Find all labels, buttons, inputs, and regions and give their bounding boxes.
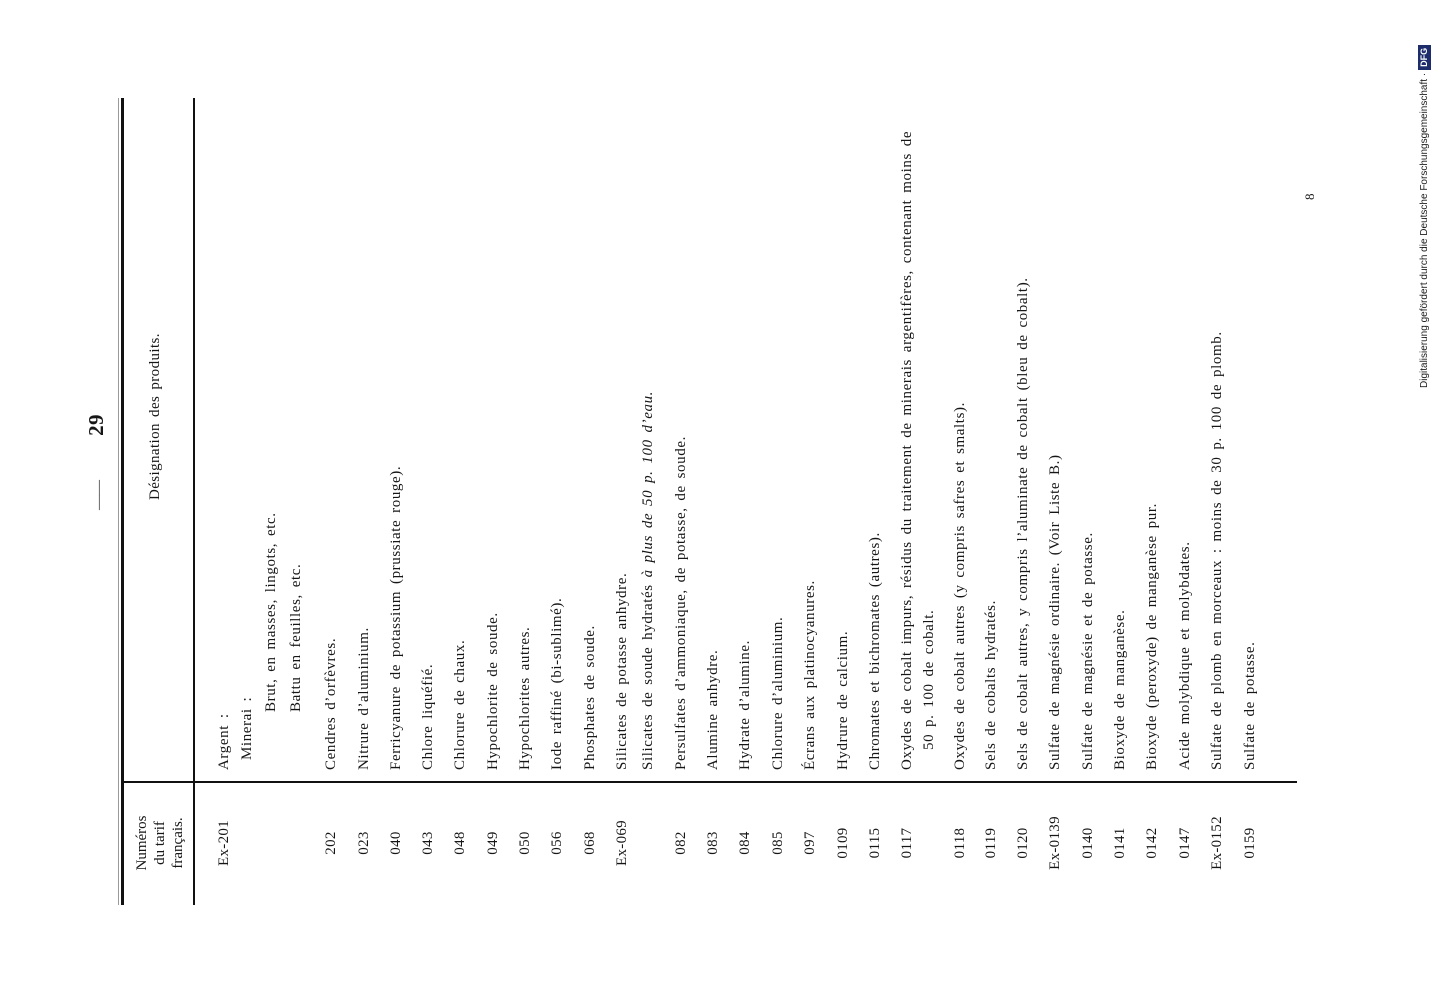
table-row (1207, 0, 1227, 1000)
table-row (950, 0, 970, 1000)
product-designation: Sulfate de plomb en morceaux : moins de 30 p. 100 de plomb. (1209, 331, 1225, 770)
dfg-logo: DFG (1418, 45, 1431, 70)
product-designation: Phosphates de soude. (582, 625, 598, 770)
tariff-number: 085 (770, 831, 786, 855)
product-designation: Iode raffiné (bi-sublimé). (549, 597, 565, 770)
table-row (483, 0, 503, 1000)
tariff-number: 0159 (1242, 827, 1258, 859)
tariff-number: Ex-0152 (1209, 816, 1225, 870)
tariff-number: 0118 (952, 827, 968, 859)
page-number-dash-left: — (91, 495, 107, 510)
table-row (671, 0, 691, 1000)
table-row (1240, 0, 1260, 1000)
table-row (386, 0, 406, 1000)
table-row (1045, 0, 1065, 1000)
watermark-text: Digitalisierung gefördert durch die Deutsche Forschungsgemeinschaft · (1419, 72, 1431, 388)
table-header-number (133, 781, 187, 905)
product-designation: Hypochlorites autres. (517, 626, 533, 770)
tariff-number: 0140 (1080, 827, 1096, 859)
tariff-number: 056 (549, 831, 565, 855)
table-row (418, 0, 438, 1000)
table-row (1110, 0, 1130, 1000)
table-row (703, 0, 723, 1000)
product-designation: Bioxyde (peroxyde) de manganèse pur. (1144, 503, 1160, 770)
product-designation: Sels de cobalt autres, y compris l’aluminate de cobalt (bleu de cobalt). (1015, 277, 1031, 770)
tariff-number: 202 (323, 831, 339, 855)
tariff-number: 023 (356, 831, 372, 855)
tariff-number: 068 (582, 831, 598, 855)
product-designation: Cendres d’orfèvres. (323, 637, 339, 770)
product-designation: Hypochlorite de soude. (485, 612, 501, 770)
product-designation-continued: 50 p. 100 de cobalt. (921, 609, 937, 750)
product-designation: Ferricyanure de potassium (prussiate rouge). (388, 465, 404, 770)
folio-mark: 8 (1302, 193, 1317, 200)
table-row (1013, 0, 1033, 1000)
tariff-number: 043 (420, 831, 436, 855)
tariff-number: 084 (737, 831, 753, 855)
table-row (1078, 0, 1098, 1000)
table-row (214, 0, 304, 1000)
tariff-number: 0120 (1015, 827, 1031, 859)
product-designation: Sulfate de magnésie et de potasse. (1080, 532, 1096, 770)
product-designation: Hydrure de calcium. (835, 630, 851, 770)
table-row (354, 0, 374, 1000)
product-designation: Silicates de potasse anhydre. (614, 572, 630, 770)
product-designation: Acide molybdique et molybdates. (1177, 541, 1193, 770)
table-row (1175, 0, 1195, 1000)
table-row (1142, 0, 1162, 1000)
table-top-rule (121, 98, 124, 905)
product-designation-text: Silicates de soude hydratés (640, 584, 656, 770)
table-row (612, 0, 656, 1000)
table-row (833, 0, 853, 1000)
product-designation: Sulfate de potasse. (1242, 641, 1258, 770)
product-designation-italic: à plus de 50 p. 100 d’eau. (640, 390, 656, 578)
product-subitem: Battu en feuilles, etc. (288, 563, 304, 712)
tariff-number: 050 (517, 831, 533, 855)
product-designation: Chlore liquéfié. (420, 663, 436, 770)
tariff-number: 0119 (983, 827, 999, 859)
table-header-rule (193, 98, 195, 905)
table-row (768, 0, 788, 1000)
table-header-designation: Désignation des produits. (147, 333, 163, 500)
table-header-number-line: français. (170, 817, 186, 869)
product-designation: Chlorure de chaux. (452, 639, 468, 770)
table-row (580, 0, 600, 1000)
table-row (865, 0, 885, 1000)
product-subitem: Brut, en masses, lingots, etc. (263, 512, 279, 712)
table-row (800, 0, 820, 1000)
table-header-number-line: du tarif (152, 821, 168, 865)
tariff-number: 0109 (835, 827, 851, 859)
product-designation: Sels de cobalts hydratés. (983, 600, 999, 770)
table-row (547, 0, 567, 1000)
tariff-number: 040 (388, 831, 404, 855)
product-designation: Argent : (216, 713, 232, 770)
tariff-number: 083 (705, 831, 721, 855)
tariff-number: 0142 (1144, 827, 1160, 859)
table-top-rule-thin (118, 98, 119, 905)
table-row (515, 0, 535, 1000)
page-number-dash-right: — (91, 480, 107, 495)
product-designation: Bioxyde de manganèse. (1112, 609, 1128, 770)
tariff-number: 049 (485, 831, 501, 855)
product-designation: Oxydes de cobalt autres (y compris safres et smalts). (952, 402, 968, 770)
page-number-value: 29 (84, 414, 108, 436)
table-row (735, 0, 755, 1000)
tariff-number: 0117 (899, 827, 915, 859)
table-row (450, 0, 470, 1000)
product-designation-continued (638, 391, 658, 770)
page-number (86, 390, 110, 600)
product-designation: Écrans aux platinocyanures. (802, 580, 818, 770)
tariff-number: Ex-0139 (1047, 816, 1063, 870)
product-designation: Oxydes de cobalt impurs, résidus du traitement de minerais argentifères, contenant moins de (899, 130, 915, 770)
tariff-number: 0115 (867, 827, 883, 859)
tariff-number: Ex-201 (216, 820, 232, 866)
product-subheading: Minerai : (239, 696, 255, 760)
digitization-watermark (1418, 45, 1432, 388)
tariff-number: 0141 (1112, 827, 1128, 859)
table-row (321, 0, 341, 1000)
product-designation: Persulfates d’ammoniaque, de potasse, de soude. (673, 436, 689, 770)
tariff-number: 048 (452, 831, 468, 855)
table-row (981, 0, 1001, 1000)
product-designation: Chlorure d’aluminium. (770, 616, 786, 770)
tariff-number: Ex-069 (614, 820, 630, 866)
tariff-number: 082 (673, 831, 689, 855)
tariff-number: 0147 (1177, 827, 1193, 859)
product-designation: Hydrate d’alumine. (737, 640, 753, 770)
product-designation: Alumine anhydre. (705, 649, 721, 770)
table-header-number-line: Numéros (134, 815, 150, 871)
product-designation: Chromates et bichromates (autres). (867, 532, 883, 770)
table-row (897, 0, 937, 1000)
product-designation: Nitrure d’aluminium. (356, 627, 372, 770)
product-designation: Sulfate de magnésie ordinaire. (Voir Liste B.) (1047, 454, 1063, 770)
tariff-number: 097 (802, 831, 818, 855)
